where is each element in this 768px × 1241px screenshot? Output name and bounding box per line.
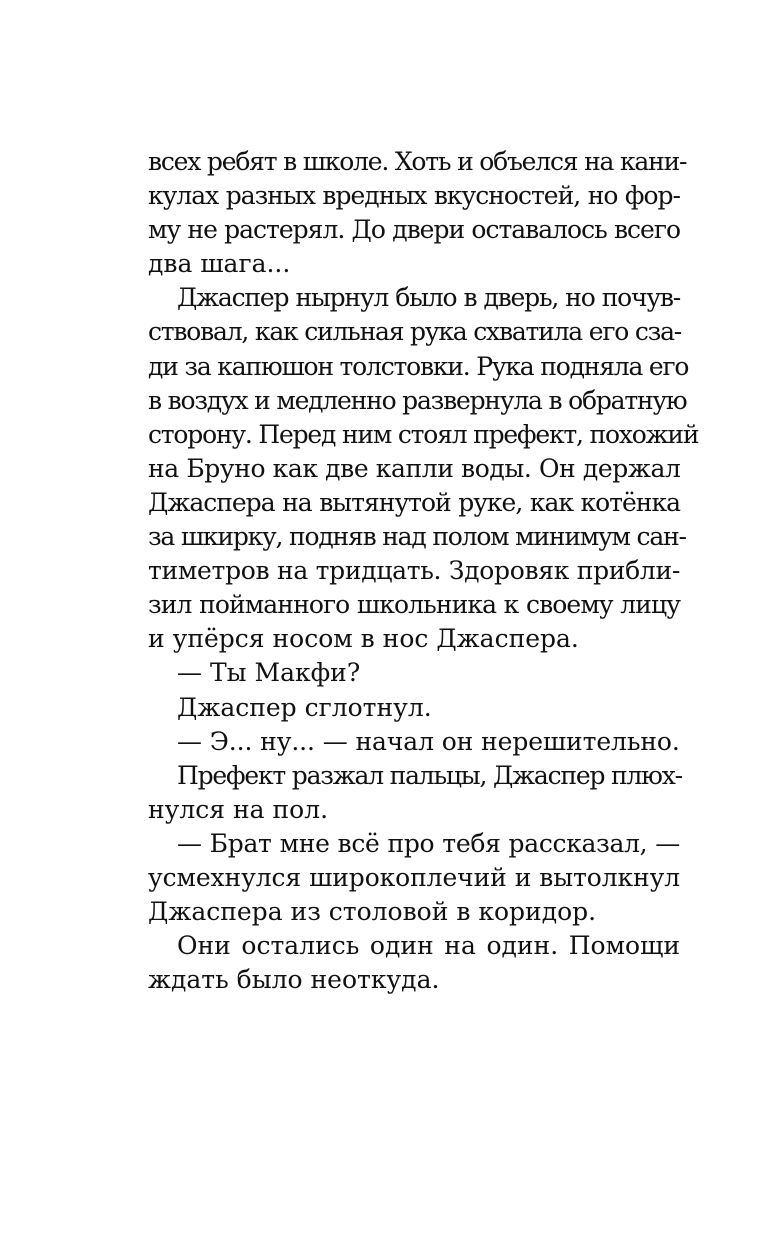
text-line: на Бруно как две капли воды. Он держал <box>148 453 681 483</box>
text-line: тиметров на тридцать. Здоровяк прибли- <box>148 556 680 586</box>
text-line: му не растерял. До двери оставалось всего <box>148 215 680 245</box>
text-line: ди за капюшон толстовки. Рука подняла его <box>148 351 689 381</box>
text-line: — Э... ну... — начал он нерешительно. <box>177 726 680 756</box>
text-line: зил пойманного школьника к своему лицу <box>148 590 680 620</box>
text-line: — Брат мне всё про тебя рассказал, — <box>177 828 680 858</box>
text-line: Джаспера на вытянутой руке, как котёнка <box>148 487 680 517</box>
text-line: и упёрся носом в нос Джаспера. <box>148 624 579 654</box>
text-line: — Ты Макфи? <box>177 658 361 688</box>
paragraph-2 <box>148 281 699 656</box>
text-line: ждать было неоткуда. <box>148 965 440 995</box>
text-line: сторону. Перед ним стоял префект, похожий <box>148 419 699 449</box>
paragraph-6 <box>148 759 680 827</box>
text-line: всех ребят в школе. Хоть и объелся на кани- <box>148 147 687 176</box>
text-line: нулся на пол. <box>148 794 329 824</box>
text-line: усмехнулся широкоплечий и вытолкнул <box>148 862 680 892</box>
text-line: Они остались один на один. Помощи <box>177 931 680 961</box>
text-line: за шкирку, подняв над полом минимум сан- <box>148 522 686 552</box>
paragraph-1 <box>148 145 687 281</box>
text-line: два шага... <box>148 249 291 279</box>
text-line: кулах разных вредных вкусностей, но фор- <box>148 181 680 211</box>
paragraph-8 <box>148 929 680 997</box>
text-line: в воздух и медленно развернула в обратную <box>148 385 687 415</box>
paragraph-5 <box>148 725 680 759</box>
text-line: ствовал, как сильная рука схватила его сза- <box>148 317 682 347</box>
text-line: Префект разжал пальцы, Джаспер плюх- <box>177 760 682 790</box>
paragraph-7 <box>148 827 680 929</box>
paragraph-4 <box>148 691 680 725</box>
page-text <box>148 145 699 997</box>
text-line: Джаспер нырнул было в дверь, но почув- <box>177 283 680 313</box>
text-line: Джаспера из столовой в коридор. <box>148 897 597 927</box>
paragraph-3 <box>148 656 680 690</box>
text-line: Джаспер сглотнул. <box>177 692 432 722</box>
